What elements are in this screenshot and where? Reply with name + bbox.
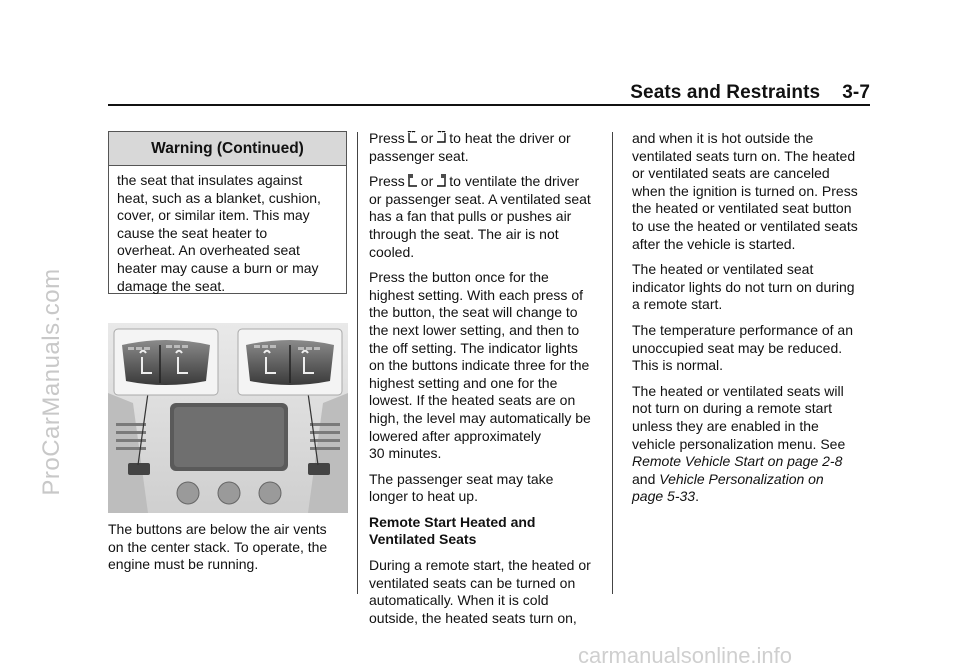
ventilated-seat-passenger-icon [435, 174, 447, 188]
subheading-line: Ventilated Seats [369, 531, 477, 548]
text-line: to use the heated or ventilated seats [632, 217, 858, 234]
warning-line: cause the seat heater to [117, 224, 268, 241]
heat-tail-text: to heat the driver or [449, 130, 571, 146]
page-number: 3-7 [842, 82, 870, 103]
text-line: lowered after approximately [369, 427, 541, 444]
caption-line: The buttons are below the air vents [108, 521, 327, 537]
heat-press-text: Press [369, 130, 405, 146]
vent-line: through the seat. The air is not [369, 225, 559, 242]
vent-line: or passenger seat. A ventilated seat [369, 190, 591, 207]
caption-line: on the center stack. To operate, the [108, 538, 328, 555]
text-line: and when it is hot outside the [632, 130, 814, 146]
text-line: The temperature performance of an [632, 321, 854, 338]
text-line: after the vehicle is started. [632, 235, 796, 252]
text-line: the button, the seat will change to [369, 304, 578, 321]
header-title [630, 82, 870, 104]
text-column-2 [369, 130, 607, 635]
text-line: Press the button once for the [369, 269, 549, 286]
temperature-paragraph [632, 322, 872, 375]
warning-line: the seat that insulates against [117, 172, 303, 188]
heat-or-text: or [420, 130, 434, 146]
warning-line: cover, or similar item. This may [117, 207, 310, 224]
text-line: The passenger seat may take [369, 470, 554, 487]
warning-line: heater may cause a burn or may [117, 259, 319, 276]
heated-seat-driver-icon [407, 131, 419, 145]
side-watermark: ProCarManuals.com [38, 268, 65, 496]
indicator-paragraph [632, 261, 872, 314]
remote-start-subheading [369, 514, 607, 549]
text-line: ventilated seats turn on. The heated [632, 147, 856, 164]
continuation-paragraph [632, 130, 872, 253]
remote-paragraph [369, 557, 607, 627]
caption-line: engine must be running. [108, 556, 259, 573]
text-line: high, the level may automatically be [369, 409, 591, 426]
text-column-3 [632, 130, 872, 514]
heated-seat-passenger-icon [435, 131, 447, 145]
text-line: lowest. If the heated seats are on [369, 392, 576, 409]
text-line: unoccupied seat may be reduced. [632, 339, 843, 356]
ref-period: . [695, 488, 699, 505]
text-line: a remote start. [632, 296, 723, 313]
header-rule [108, 104, 870, 106]
text-line: highest setting and one for the [369, 374, 558, 391]
text-line: or ventilated seats are canceled [632, 165, 830, 182]
vent-tail-text: to ventilate the driver [449, 173, 580, 190]
text-line: the heated or ventilated seat button [632, 200, 852, 217]
warning-line: overheat. An overheated seat [117, 242, 300, 259]
bottom-watermark: carmanualsonline.info [578, 643, 793, 668]
text-line: vehicle personalization menu. See [632, 435, 846, 452]
column-divider-2 [612, 132, 613, 594]
text-line: ventilated seats can be turned on [369, 574, 576, 591]
text-line: indicator lights do not turn on during [632, 278, 855, 295]
text-line: the off setting. The indicator lights [369, 339, 578, 356]
text-line: This is normal. [632, 357, 724, 374]
vent-or-text: or [420, 173, 434, 190]
text-line: longer to heat up. [369, 488, 478, 505]
warning-title: Warning (Continued) [109, 132, 346, 166]
ref-and-text: and [632, 470, 656, 487]
section-title: Seats and Restraints [630, 82, 821, 103]
text-line: The heated or ventilated seats will [632, 382, 844, 399]
warning-line: heat, such as a blanket, cushion, [117, 189, 321, 206]
vent-line: has a fan that pulls or pushes air [369, 208, 572, 225]
personalization-paragraph [632, 383, 872, 506]
warning-line: damage the seat. [117, 277, 226, 294]
subheading-line: Remote Start Heated and [369, 513, 536, 530]
seat-buttons-illustration [108, 323, 348, 513]
text-line: During a remote start, the heated or [369, 557, 591, 574]
column-divider-1 [357, 132, 358, 594]
heat-paragraph [369, 130, 607, 165]
text-line: when the ignition is turned on. Press [632, 182, 858, 199]
text-line: not turn on during a remote start [632, 400, 832, 417]
right-knob [259, 482, 281, 504]
vent-paragraph [369, 173, 607, 261]
text-line: The heated or ventilated seat [632, 261, 814, 278]
warning-body [109, 166, 346, 295]
text-line: on the buttons indicate three for the [369, 357, 590, 374]
text-line: automatically. When it is cold [369, 592, 549, 609]
text-line: outside, the heated seats turn on, [369, 609, 577, 626]
text-line: 30 minutes. [369, 445, 442, 462]
ventilated-seat-driver-icon [407, 174, 419, 188]
press-once-paragraph [369, 269, 607, 463]
vent-line: cooled. [369, 243, 415, 260]
vehicle-personalization-link[interactable]: Vehicle Personalization on [659, 470, 824, 487]
remote-vehicle-start-link[interactable]: Remote Vehicle Start on page 2-8 [632, 453, 843, 470]
text-line: highest setting. With each press of [369, 286, 583, 303]
center-knob [218, 482, 240, 504]
warning-box [108, 131, 347, 294]
passenger-paragraph [369, 471, 607, 506]
illustration-caption [108, 521, 348, 574]
vent-press-text: Press [369, 173, 405, 190]
text-line: the next lower setting, and then to [369, 321, 580, 338]
left-knob [177, 482, 199, 504]
text-line: unless they are enabled in the [632, 417, 819, 434]
heat-tail-text: passenger seat. [369, 147, 469, 164]
page-header [108, 82, 870, 106]
vehicle-personalization-link-page[interactable]: page 5-33 [632, 488, 696, 505]
